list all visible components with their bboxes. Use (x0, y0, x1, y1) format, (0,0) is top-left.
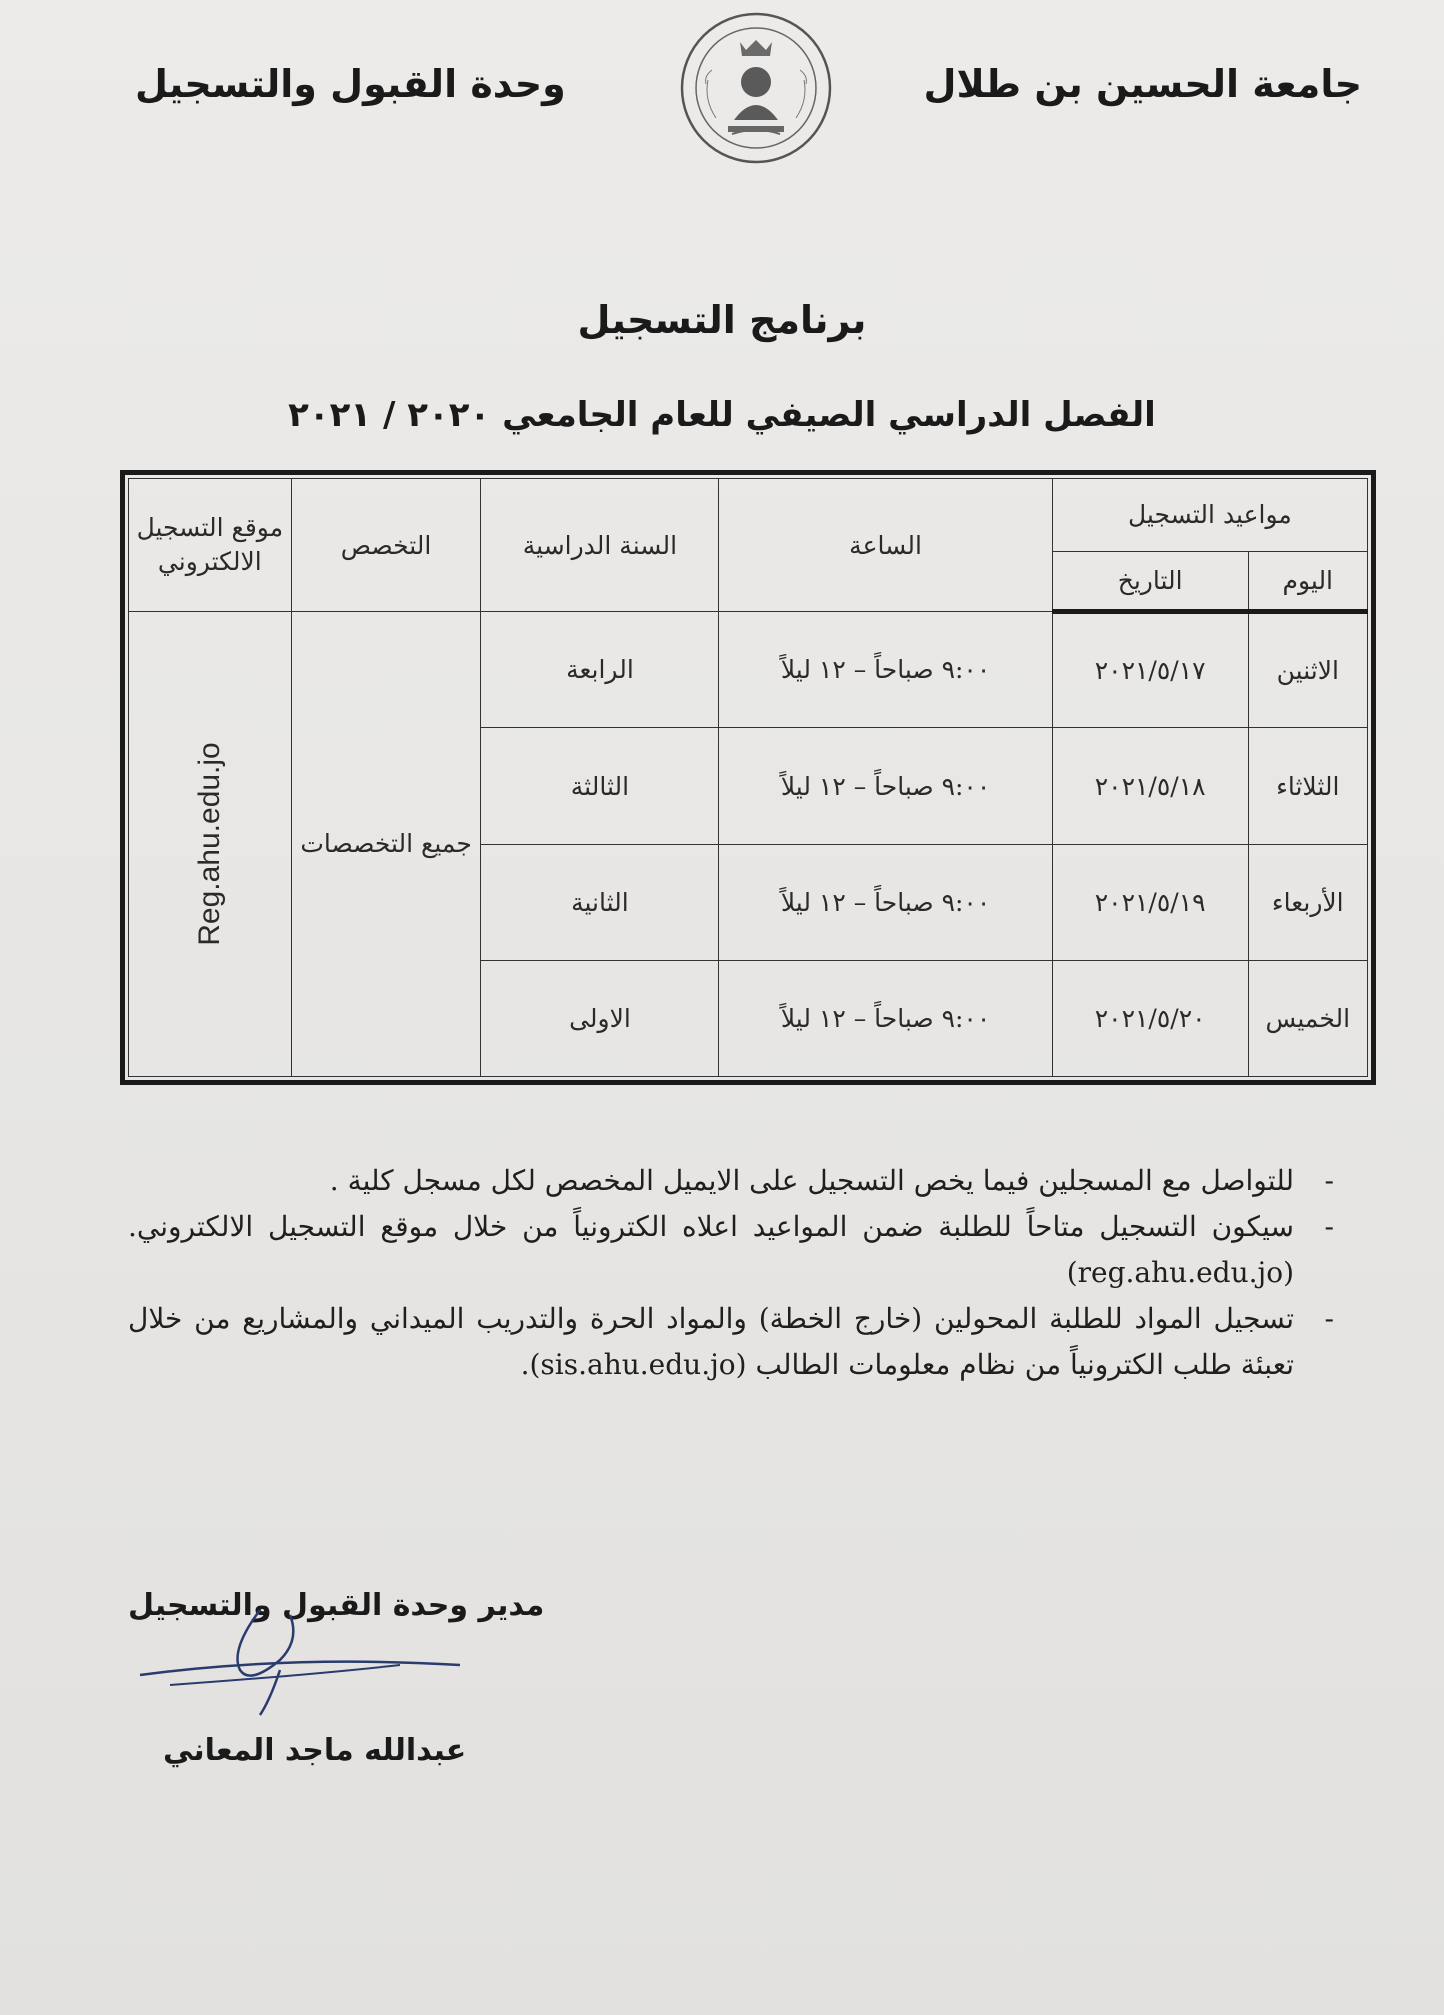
note-item: - سيكون التسجيل متاحاً للطلبة ضمن المواعيد اعلاه الكترونياً من خلال موقع التسجيل الالكتروني.(reg.ahu.edu.jo) (128, 1204, 1294, 1296)
cell-year: الرابعة (481, 612, 719, 728)
schedule-table-frame (120, 470, 1376, 1085)
notes-section (128, 1158, 1338, 1388)
cell-date: ٢٠٢١/٥/١٨ (1052, 728, 1248, 844)
cell-day: الأربعاء (1248, 844, 1367, 960)
note-item: - تسجيل المواد للطلبة المحولين (خارج الخطة) والمواد الحرة والتدريب الميداني والمشاريع من خلال تعبئة طلب الكترونياً من نظام معلومات الطالب (sis.ahu.edu.jo). (128, 1296, 1294, 1388)
header-date: التاريخ (1052, 551, 1248, 612)
cell-time: ٩:٠٠ صباحاً – ١٢ ليلاً (719, 612, 1052, 728)
header-day: اليوم (1248, 551, 1367, 612)
cell-day: الثلاثاء (1248, 728, 1367, 844)
schedule-table (128, 478, 1368, 1077)
page-title: برنامج التسجيل (577, 298, 867, 342)
header-site: موقع التسجيل الالكتروني (129, 479, 292, 612)
header-registration-dates: مواعيد التسجيل (1052, 479, 1367, 552)
table-row (129, 612, 1368, 728)
cell-date: ٢٠٢١/٥/١٩ (1052, 844, 1248, 960)
note-item: - للتواصل مع المسجلين فيما يخص التسجيل على الايميل المخصص لكل مسجل كلية . (128, 1158, 1294, 1204)
university-name: جامعة الحسين بن طلال (923, 62, 1362, 106)
cell-major-all: جميع التخصصات (291, 612, 481, 1077)
signatory-title: مدير وحدة القبول والتسجيل (128, 1588, 545, 1623)
registration-site-url: Reg.ahu.edu.jo (192, 742, 226, 946)
header-time: الساعة (719, 479, 1052, 612)
university-crest-icon (678, 10, 834, 166)
cell-date: ٢٠٢١/٥/٢٠ (1052, 960, 1248, 1076)
cell-day: الخميس (1248, 960, 1367, 1076)
cell-day: الاثنين (1248, 612, 1367, 728)
cell-date: ٢٠٢١/٥/١٧ (1052, 612, 1248, 728)
header-major: التخصص (291, 479, 481, 612)
page-subtitle: الفصل الدراسي الصيفي للعام الجامعي ٢٠٢٠ / ٢٠٢١ (288, 395, 1156, 435)
cell-year: الاولى (481, 960, 719, 1076)
cell-time: ٩:٠٠ صباحاً – ١٢ ليلاً (719, 960, 1052, 1076)
cell-year: الثالثة (481, 728, 719, 844)
cell-time: ٩:٠٠ صباحاً – ١٢ ليلاً (719, 844, 1052, 960)
signatory-name: عبدالله ماجد المعاني (163, 1733, 467, 1768)
handwritten-signature-icon (130, 1590, 470, 1720)
cell-site (129, 612, 292, 1077)
header-year: السنة الدراسية (481, 479, 719, 612)
unit-name: وحدة القبول والتسجيل (135, 62, 566, 106)
cell-year: الثانية (481, 844, 719, 960)
cell-time: ٩:٠٠ صباحاً – ١٢ ليلاً (719, 728, 1052, 844)
